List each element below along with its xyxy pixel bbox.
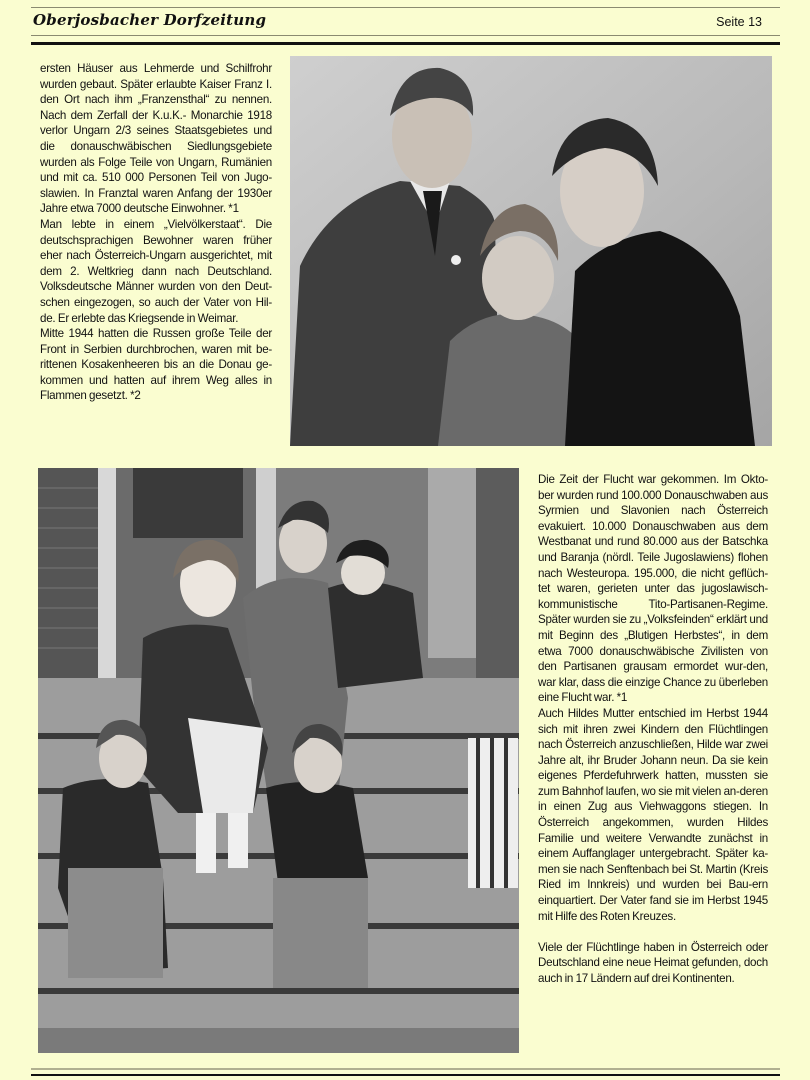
family-on-steps-photo bbox=[38, 468, 519, 1053]
paragraph: Mitte 1944 hatten die Russen große Teile der Front in Serbien durchbrochen, waren mit be-rittenen Kosakenheeren bis an die Donau ge-kommen und hatten auf ihrem Weg alles in Flammen gesetzt. *2 bbox=[40, 327, 272, 403]
family-on-steps-image bbox=[38, 468, 519, 1053]
masthead-title: Oberjosbacher Dorfzeitung bbox=[33, 11, 267, 29]
paragraph: ersten Häuser aus Lehmerde und Schilfrohr wurden gebaut. Später erlaubte Kaiser Franz I. den Ort nach ihm „Franzensthal“ zu nennen. Nach dem Zerfall der K.u.K.- Monarchie 1918 verlor Ungarn 2/3 seines Staatsgebietes und die donauschwäbischen Siedlungsgebiete wurden als Folge Teile von Ungarn, Rumänien und mit ca. 510 000 Personen Teil von Jugo-slawien. In Franztal waren Anfang der 1930er Jahre etwa 7000 deutsche Einwohner. *1 bbox=[40, 62, 272, 216]
paragraph: Man lebte in einem „Vielvölkerstaat“. Die deutschsprachigen Bewohner waren früher eher nach Österreich-Ungarn ausgerichtet, mit dem 2. Weltkrieg dann nach Deutschland. Volksdeutsche Männer wurden von den Deut-schen eingezogen, so auch der Vater von Hil-de. Er erlebte das Kriegsende in Weimar. bbox=[40, 217, 272, 325]
family-portrait-photo bbox=[290, 56, 772, 446]
family-portrait-image bbox=[290, 56, 772, 446]
paragraph-gap bbox=[538, 924, 768, 940]
paragraph: Viele der Flüchtlinge haben in Österreich oder Deutschland eine neue Heimat gefunden, doch auch in 17 Ländern auf drei Kontinenten. bbox=[538, 940, 768, 985]
paragraph: Auch Hildes Mutter entschied im Herbst 1944 sich mit ihren zwei Kindern den Flüchtlingen nach Österreich anzuschließen, Hilde war zwei Jahre alt, ihr Bruder Johann neun. Da sie kein eigenes Pferdefuhrwerk hatten, mussten sie zum Bahnhof laufen, wo sie mit vielen an-deren in einen Zug aus Viehwaggons stiegen. In Österreich angekommen, wurden Hildes Familie und weitere Verwandte zunächst in einem Auffanglager untergebracht. Später ka-men sie nach Senftenbach bei St. Martin (Kreis Ried im Innkreis) und wurden bei Bau-ern einquartiert. Der Vater fand sie im Herbst 1945 mit Hilfe des Roten Kreuzes. bbox=[538, 706, 768, 923]
header-rule-top bbox=[31, 7, 780, 8]
page-number: Seite 13 bbox=[716, 15, 762, 29]
footer-rule-thin bbox=[31, 1068, 780, 1070]
left-text-column bbox=[40, 61, 272, 404]
header-rule-thin bbox=[31, 35, 780, 36]
footer-rule-bold bbox=[31, 1074, 780, 1076]
paragraph: Die Zeit der Flucht war gekommen. Im Okto-ber wurden rund 100.000 Donauschwaben aus Syrmien und Slavonien nach Österreich evakuiert. 10.000 Donauschwaben aus dem Westbanat und rund 80.000 aus der Batschka und Baranja (nördl. Teile Jugoslawiens) flohen nach Westeuropa. 195.000, die nicht geflüch-tet waren, gerieten unter das jugoslawisch-kommunistische Tito-Partisanen-Regime. Später wurden sie zu „Volksfeinden“ erklärt und mit Beginn des „Blutigen Herbstes“, in dem etwa 7000 donauschwäbische Zivilisten von den Partisanen grausam ermordet wur-den, war klar, dass die einzige Chance zu überleben eine Flucht war. *1 bbox=[538, 473, 768, 705]
header-rule-bold bbox=[31, 42, 780, 45]
right-text-column bbox=[538, 472, 768, 987]
